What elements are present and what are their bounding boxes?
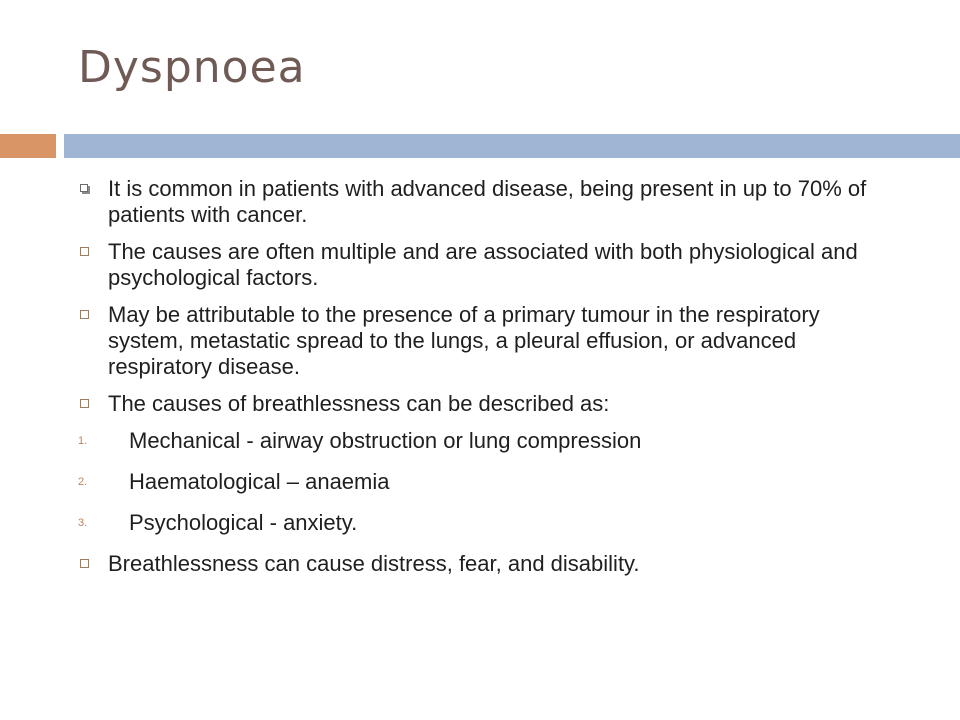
slide-title: Dyspnoea — [78, 42, 306, 93]
bullet-list — [78, 176, 878, 588]
bullet-text: The causes of breathlessness can be described as: — [108, 391, 610, 416]
bullet-item — [78, 239, 878, 291]
numbered-text: Haematological – anaemia — [129, 469, 390, 494]
square-bullet-icon — [80, 399, 89, 408]
accent-bar-blue — [64, 134, 960, 158]
item-number: 3. — [78, 517, 88, 529]
bullet-item — [78, 302, 878, 380]
bullet-text: The causes are often multiple and are associated with both physiological and psychological factors. — [108, 239, 858, 290]
bullet-text: May be attributable to the presence of a primary tumour in the respiratory system, metastatic spread to the lungs, a pleural effusion, or advanced respiratory disease. — [108, 302, 820, 379]
accent-bar-orange — [0, 134, 56, 158]
square-bullet-icon — [80, 184, 88, 192]
numbered-item — [78, 428, 878, 454]
numbered-text: Psychological - anxiety. — [129, 510, 358, 535]
item-number: 2. — [78, 476, 88, 488]
numbered-item — [78, 510, 878, 536]
numbered-text: Mechanical - airway obstruction or lung compression — [129, 428, 642, 453]
square-bullet-icon — [80, 310, 89, 319]
bullet-item — [78, 176, 878, 228]
item-number: 1. — [78, 435, 88, 447]
bullet-text: Breathlessness can cause distress, fear, and disability. — [108, 551, 640, 576]
square-bullet-icon — [80, 247, 89, 256]
square-bullet-icon — [80, 559, 89, 568]
numbered-item — [78, 469, 878, 495]
bullet-item — [78, 551, 878, 577]
bullet-item — [78, 391, 878, 417]
bullet-text: It is common in patients with advanced disease, being present in up to 70% of patients with cancer. — [108, 176, 867, 227]
